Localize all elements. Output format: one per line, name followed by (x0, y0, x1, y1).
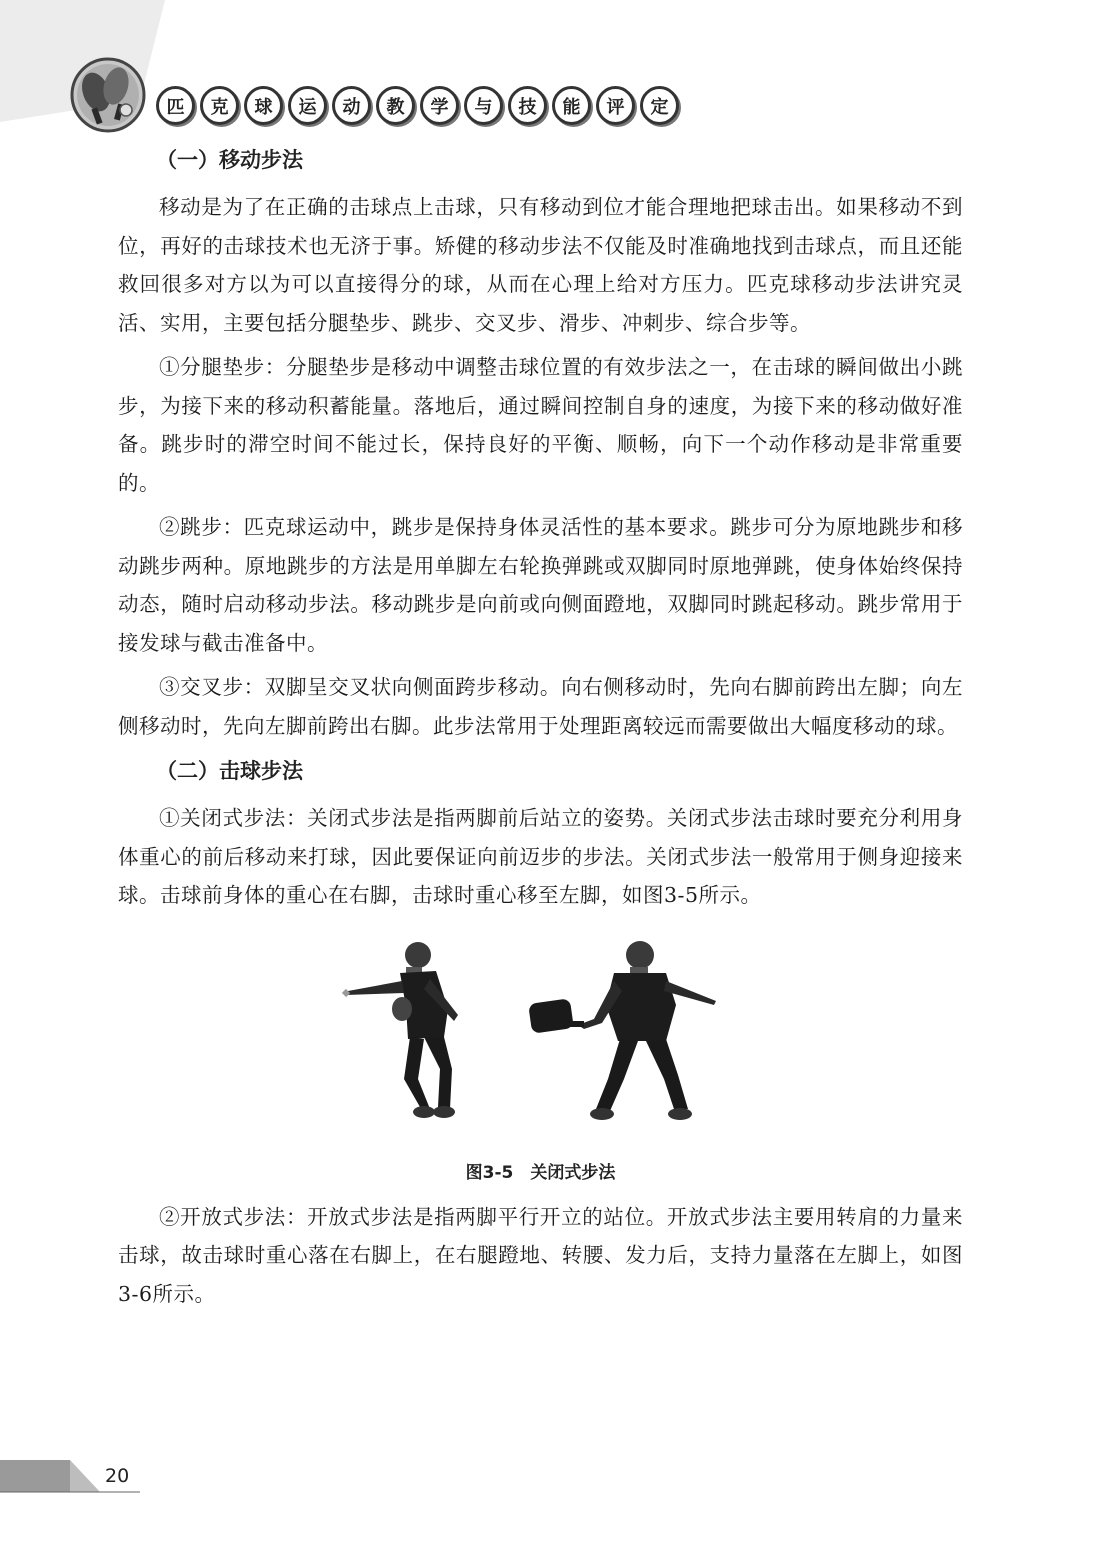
body-paragraph: ②跳步：匹克球运动中，跳步是保持身体灵活性的基本要求。跳步可分为原地跳步和移动跳步两种。原地跳步的方法是用单脚左右轮换弹跳或双脚同时原地弹跳，使身体始终保持动态，随时启动移动步法。移动跳步是向前或向侧面蹬地，双脚同时跳起移动。跳步常用于接发球与截击准备中。 (118, 515, 963, 655)
body-paragraph: ①分腿垫步：分腿垫步是移动中调整击球位置的有效步法之一，在击球的瞬间做出小跳步，为接下来的移动积蓄能量。落地后，通过瞬间控制自身的速度，为接下来的移动做好准备。跳步时的滞空时间不能过长，保持良好的平衡、顺畅，向下一个动作移动是非常重要的。 (118, 355, 963, 495)
book-title-char: 能 (552, 86, 591, 125)
book-title-char: 技 (508, 86, 547, 125)
book-title-char: 匹 (156, 86, 195, 125)
player-figure-left (344, 942, 458, 1118)
book-title-char: 学 (420, 86, 459, 125)
book-title-char: 克 (200, 86, 239, 125)
book-title-char: 教 (376, 86, 415, 125)
book-title (156, 86, 679, 126)
pickleball-paddle-icon (72, 59, 144, 131)
book-title-char: 运 (288, 86, 327, 125)
book-title-char: 与 (464, 86, 503, 125)
closed-stance-photo (118, 929, 963, 1154)
body-paragraph: ③交叉步：双脚呈交叉状向侧面跨步移动。向右侧移动时，先向右脚前跨出左脚；向左侧移动时，先向左脚前跨出右脚。此步法常用于处理距离较远而需要做出大幅度移动的球。 (118, 675, 963, 738)
section-heading-movement: （一）移动步法 (156, 148, 303, 172)
page-number: 20 (105, 1465, 130, 1487)
section-heading-hitting: （二）击球步法 (156, 759, 303, 783)
body-paragraph: ①关闭式步法：关闭式步法是指两脚前后站立的姿势。关闭式步法击球时要充分利用身体重心的前后移动来打球，因此要保证向前迈步的步法。关闭式步法一般常用于侧身迎接来球。击球前身体的重心在右脚，击球时重心移至左脚，如图3-5所示。 (118, 806, 963, 907)
player-figure-right (528, 941, 716, 1120)
body-paragraph: 移动是为了在正确的击球点上击球，只有移动到位才能合理地把球击出。如果移动不到位，再好的击球技术也无济于事。矫健的移动步法不仅能及时准确地找到击球点，而且还能救回很多对方以为可以直接得分的球，从而在心理上给对方压力。匹克球移动步法讲究灵活、实用，主要包括分腿垫步、跳步、交叉步、滑步、冲刺步、综合步等。 (118, 195, 963, 335)
body-paragraph: ②开放式步法：开放式步法是指两脚平行开立的站位。开放式步法主要用转肩的力量来击球，故击球时重心落在右脚上，在右腿蹬地、转腰、发力后，支持力量落在左脚上，如图3-6所示。 (118, 1204, 963, 1306)
book-title-char: 评 (596, 86, 635, 125)
page-content (118, 142, 963, 1319)
header-decoration (0, 0, 1096, 150)
book-title-char: 定 (640, 86, 679, 125)
figure-caption: 图3-5 关闭式步法 (465, 1162, 616, 1183)
figure-closed-stance (118, 929, 963, 1154)
book-title-char: 球 (244, 86, 283, 125)
book-title-char: 动 (332, 86, 371, 125)
